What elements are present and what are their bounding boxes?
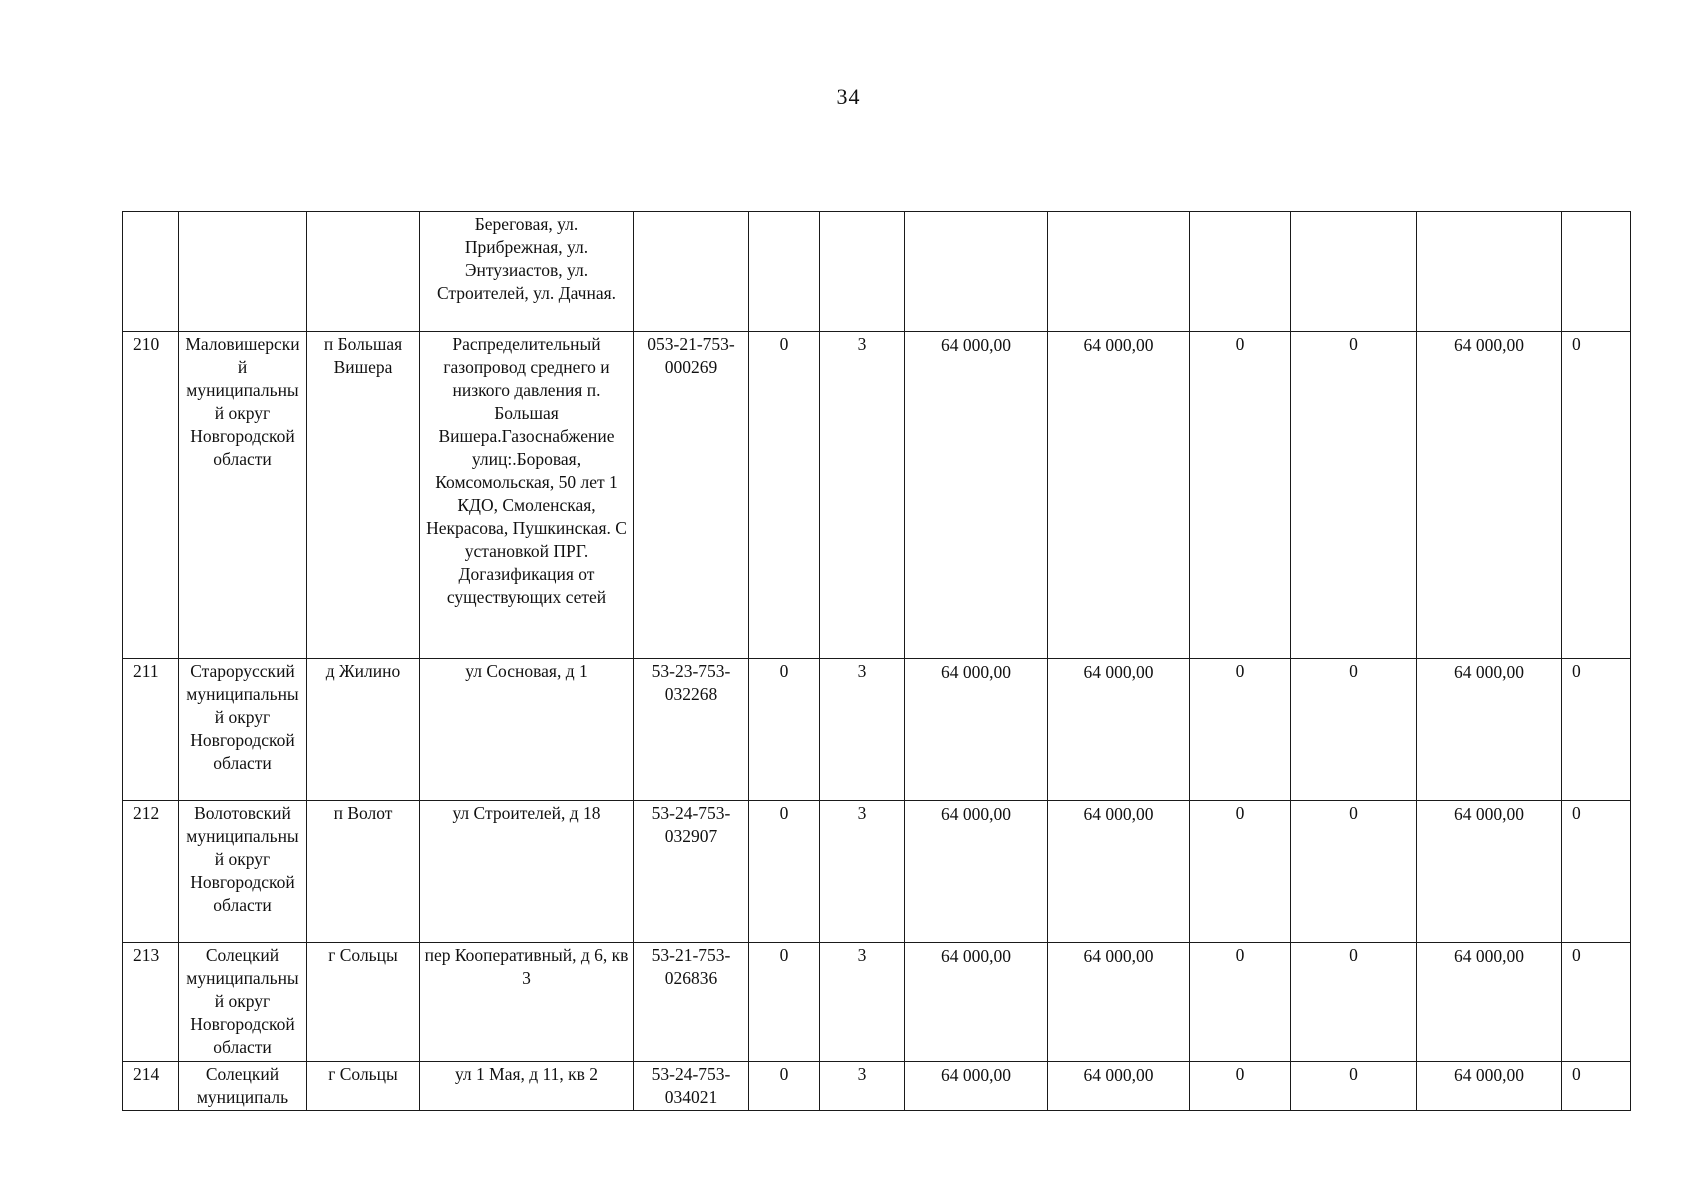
value-cell: 0 bbox=[749, 659, 820, 801]
value-cell bbox=[1291, 212, 1417, 332]
row-number-cell: 214 bbox=[123, 1062, 179, 1111]
amount-cell: 64 000,00 bbox=[1048, 801, 1190, 943]
value-cell: 0 bbox=[1190, 659, 1291, 801]
district-cell: Солецкий муниципальный округ Новгородской области bbox=[179, 943, 307, 1062]
value-cell bbox=[1190, 212, 1291, 332]
value-cell: 3 bbox=[820, 801, 905, 943]
address-cell: Распределительный газопровод среднего и низкого давления п. Большая Вишера.Газоснабжение улиц:.Боровая, Комсомольская, 50 лет 1 КДО, Смоленская, Некрасова, Пушкинская. С установкой ПРГ. Догазификация от существующих сетей bbox=[420, 332, 634, 659]
amount-cell: 64 000,00 bbox=[1048, 943, 1190, 1062]
code-cell: 053-21-753-000269 bbox=[634, 332, 749, 659]
value-cell: 3 bbox=[820, 943, 905, 1062]
district-cell: Волотовский муниципальный округ Новгородской области bbox=[179, 801, 307, 943]
address-cell: ул 1 Мая, д 11, кв 2 bbox=[420, 1062, 634, 1111]
value-cell: 0 bbox=[749, 943, 820, 1062]
amount-cell: 64 000,00 bbox=[1417, 801, 1562, 943]
amount-cell bbox=[1048, 212, 1190, 332]
amount-cell: 64 000,00 bbox=[905, 332, 1048, 659]
value-cell: 0 bbox=[1291, 801, 1417, 943]
row-number-cell: 210 bbox=[123, 332, 179, 659]
amount-cell: 64 000,00 bbox=[1417, 1062, 1562, 1111]
gas-connection-table bbox=[122, 211, 1631, 1111]
value-cell: 0 bbox=[1562, 1062, 1631, 1111]
code-cell bbox=[634, 212, 749, 332]
table-row bbox=[123, 332, 1631, 659]
code-cell: 53-24-753-032907 bbox=[634, 801, 749, 943]
amount-cell bbox=[1417, 212, 1562, 332]
settlement-cell: г Сольцы bbox=[307, 1062, 420, 1111]
table-row bbox=[123, 212, 1631, 332]
value-cell: 3 bbox=[820, 659, 905, 801]
district-cell: Маловишерский муниципальный округ Новгородской области bbox=[179, 332, 307, 659]
amount-cell: 64 000,00 bbox=[1048, 659, 1190, 801]
value-cell bbox=[1562, 212, 1631, 332]
value-cell: 0 bbox=[1291, 659, 1417, 801]
value-cell: 0 bbox=[1291, 1062, 1417, 1111]
address-cell: пер Кооперативный, д 6, кв 3 bbox=[420, 943, 634, 1062]
amount-cell: 64 000,00 bbox=[905, 659, 1048, 801]
table-row bbox=[123, 943, 1631, 1062]
value-cell: 0 bbox=[1190, 332, 1291, 659]
value-cell: 0 bbox=[1562, 659, 1631, 801]
value-cell: 0 bbox=[1562, 332, 1631, 659]
amount-cell bbox=[905, 212, 1048, 332]
code-cell: 53-21-753-026836 bbox=[634, 943, 749, 1062]
district-cell: Солецкий муниципаль bbox=[179, 1062, 307, 1111]
settlement-cell: г Сольцы bbox=[307, 943, 420, 1062]
settlement-cell bbox=[307, 212, 420, 332]
value-cell: 0 bbox=[1190, 1062, 1291, 1111]
table-row bbox=[123, 659, 1631, 801]
amount-cell: 64 000,00 bbox=[905, 1062, 1048, 1111]
address-cell: ул Сосновая, д 1 bbox=[420, 659, 634, 801]
amount-cell: 64 000,00 bbox=[1048, 1062, 1190, 1111]
value-cell: 0 bbox=[749, 801, 820, 943]
row-number-cell: 211 bbox=[123, 659, 179, 801]
value-cell bbox=[749, 212, 820, 332]
amount-cell: 64 000,00 bbox=[905, 801, 1048, 943]
value-cell: 0 bbox=[1291, 943, 1417, 1062]
row-number-cell bbox=[123, 212, 179, 332]
value-cell bbox=[820, 212, 905, 332]
value-cell: 0 bbox=[749, 332, 820, 659]
value-cell: 0 bbox=[749, 1062, 820, 1111]
value-cell: 0 bbox=[1562, 943, 1631, 1062]
address-cell: ул Строителей, д 18 bbox=[420, 801, 634, 943]
settlement-cell: д Жилино bbox=[307, 659, 420, 801]
amount-cell: 64 000,00 bbox=[1417, 943, 1562, 1062]
amount-cell: 64 000,00 bbox=[1048, 332, 1190, 659]
code-cell: 53-24-753-034021 bbox=[634, 1062, 749, 1111]
district-cell: Старорусский муниципальный округ Новгородской области bbox=[179, 659, 307, 801]
page-number: 34 bbox=[836, 84, 861, 109]
amount-cell: 64 000,00 bbox=[905, 943, 1048, 1062]
address-cell: Береговая, ул. Прибрежная, ул. Энтузиастов, ул. Строителей, ул. Дачная. bbox=[420, 212, 634, 332]
value-cell: 3 bbox=[820, 1062, 905, 1111]
table-row bbox=[123, 801, 1631, 943]
value-cell: 0 bbox=[1190, 943, 1291, 1062]
table-row bbox=[123, 1062, 1631, 1111]
settlement-cell: п Большая Вишера bbox=[307, 332, 420, 659]
value-cell: 3 bbox=[820, 332, 905, 659]
value-cell: 0 bbox=[1190, 801, 1291, 943]
district-cell bbox=[179, 212, 307, 332]
row-number-cell: 212 bbox=[123, 801, 179, 943]
value-cell: 0 bbox=[1291, 332, 1417, 659]
amount-cell: 64 000,00 bbox=[1417, 659, 1562, 801]
gas-connection-table-container bbox=[122, 211, 1630, 1111]
row-number-cell: 213 bbox=[123, 943, 179, 1062]
code-cell: 53-23-753-032268 bbox=[634, 659, 749, 801]
settlement-cell: п Волот bbox=[307, 801, 420, 943]
amount-cell: 64 000,00 bbox=[1417, 332, 1562, 659]
value-cell: 0 bbox=[1562, 801, 1631, 943]
